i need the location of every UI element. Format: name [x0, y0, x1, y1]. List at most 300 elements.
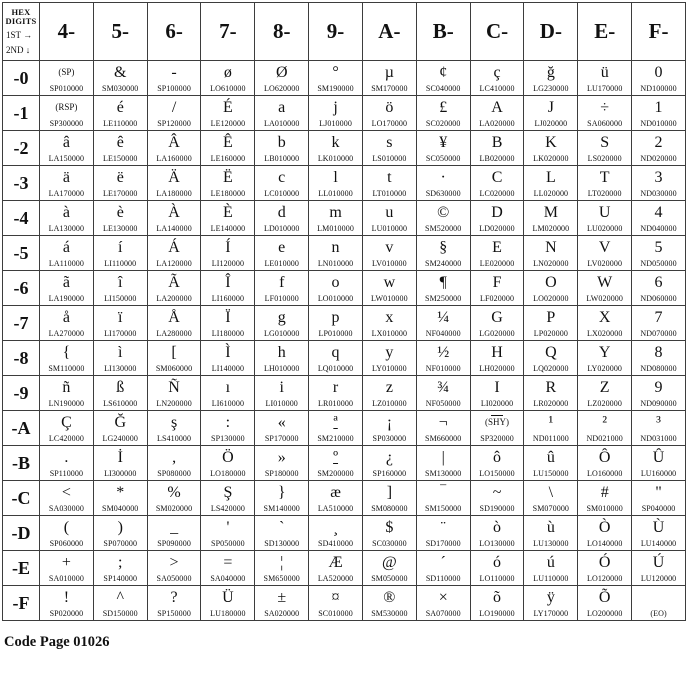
glyph: ¾: [437, 378, 450, 396]
cell-41: [40, 96, 94, 131]
cell-6A: [147, 411, 201, 446]
cell-D9: [524, 376, 578, 411]
char-id: LS020000: [587, 154, 622, 163]
glyph: r: [332, 378, 339, 396]
table-row: [3, 446, 686, 481]
char-id: LI130000: [104, 364, 137, 373]
cell-49: [40, 376, 94, 411]
char-id: SM040000: [102, 504, 139, 513]
cell-AB: [362, 446, 416, 481]
glyph: {: [62, 343, 71, 361]
table-row: [3, 411, 686, 446]
char-id: ND060000: [640, 294, 677, 303]
glyph: ö: [385, 98, 394, 116]
cell-C7: [470, 306, 524, 341]
cell-E4: [578, 201, 632, 236]
cell-C4: [470, 201, 524, 236]
cell-64: [147, 201, 201, 236]
cell-E7: [578, 306, 632, 341]
cell-65: [147, 236, 201, 271]
char-id: LO160000: [586, 469, 623, 478]
char-id: LB020000: [479, 154, 515, 163]
char-id: ND020000: [640, 154, 677, 163]
glyph: S: [600, 133, 610, 151]
cell-CB: [470, 446, 524, 481]
glyph: Q: [545, 343, 557, 361]
row-header-E: -E: [3, 551, 40, 586]
cell-CA: [470, 411, 524, 446]
glyph: z: [385, 378, 393, 396]
glyph: o: [331, 273, 340, 291]
cell-A6: [362, 271, 416, 306]
cell-5A: [93, 411, 147, 446]
cell-DB: [524, 446, 578, 481]
cell-47: [40, 306, 94, 341]
cell-87: [255, 306, 309, 341]
char-id: LU130000: [533, 539, 569, 548]
col-header-6: 6-: [147, 3, 201, 61]
glyph: F: [492, 273, 502, 291]
char-id: LO170000: [371, 119, 408, 128]
cell-8B: [255, 446, 309, 481]
char-id: ND100000: [640, 84, 677, 93]
char-id: LU180000: [210, 609, 246, 618]
glyph: a: [278, 98, 286, 116]
cell-72: [201, 131, 255, 166]
glyph: Z: [599, 378, 610, 396]
char-id: LO140000: [586, 539, 623, 548]
glyph: £: [439, 98, 448, 116]
char-id: SP160000: [372, 469, 407, 478]
glyph: 7: [654, 308, 663, 326]
glyph: &: [114, 63, 127, 81]
cell-C8: [470, 341, 524, 376]
char-id: LG240000: [102, 434, 138, 443]
glyph: X: [598, 308, 611, 326]
char-id: LA200000: [156, 294, 192, 303]
char-id: SM650000: [263, 574, 300, 583]
cell-AE: [362, 551, 416, 586]
glyph: C: [491, 168, 503, 186]
cell-4F: [40, 586, 94, 621]
glyph: í: [118, 238, 123, 256]
char-id: LA010000: [263, 119, 300, 128]
row-header-8: -8: [3, 341, 40, 376]
cell-FE: [632, 551, 686, 586]
char-id: LI110000: [104, 259, 137, 268]
char-id: SP090000: [157, 539, 191, 548]
glyph: h: [277, 343, 286, 361]
char-id: SM080000: [371, 504, 408, 513]
glyph: ß: [116, 378, 125, 396]
cell-45: [40, 236, 94, 271]
cell-70: [201, 61, 255, 96]
cell-55: [93, 236, 147, 271]
char-id: SP040000: [641, 504, 676, 513]
cell-AC: [362, 481, 416, 516]
cell-6F: [147, 586, 201, 621]
glyph: j: [333, 98, 338, 116]
cell-E9: [578, 376, 632, 411]
row-header-D: -D: [3, 516, 40, 551]
glyph: ': [226, 518, 230, 536]
cell-5F: [93, 586, 147, 621]
cell-4D: [40, 516, 94, 551]
cell-66: [147, 271, 201, 306]
glyph: #: [600, 483, 609, 501]
char-id: LG010000: [263, 329, 300, 338]
cell-40: [40, 61, 94, 96]
char-id: LS610000: [103, 399, 138, 408]
glyph: ×: [438, 588, 448, 606]
table-row: [3, 551, 686, 586]
cell-50: [93, 61, 147, 96]
glyph: I: [494, 378, 500, 396]
cell-88: [255, 341, 309, 376]
glyph: x: [385, 308, 394, 326]
glyph: Ğ: [114, 413, 127, 431]
cell-B8: [416, 341, 470, 376]
col-header-B: B-: [416, 3, 470, 61]
cell-60: [147, 61, 201, 96]
glyph: ë: [116, 168, 124, 186]
glyph: /: [171, 98, 177, 116]
cell-FB: [632, 446, 686, 481]
char-id: SP100000: [157, 84, 191, 93]
cell-71: [201, 96, 255, 131]
cell-E2: [578, 131, 632, 166]
char-id: SP030000: [372, 434, 407, 443]
cell-67: [147, 306, 201, 341]
char-id: LO150000: [479, 469, 515, 478]
cell-A2: [362, 131, 416, 166]
cell-5E: [93, 551, 147, 586]
glyph: 0: [654, 63, 663, 81]
cell-A7: [362, 306, 416, 341]
col-header-F: F-: [632, 3, 686, 61]
glyph: |: [441, 448, 445, 466]
cell-84: [255, 201, 309, 236]
cell-BD: [416, 516, 470, 551]
glyph: Á: [168, 238, 180, 256]
glyph: ã: [62, 273, 70, 291]
glyph: Å: [168, 308, 180, 326]
glyph: ´: [440, 553, 446, 571]
glyph: ;: [118, 553, 123, 571]
glyph: ¬: [438, 413, 448, 431]
glyph: Ü: [222, 588, 234, 606]
char-id: SP140000: [103, 574, 138, 583]
glyph: Ë: [223, 168, 233, 186]
glyph: ®: [383, 588, 396, 606]
glyph: g: [277, 308, 286, 326]
cell-43: [40, 166, 94, 201]
char-id: LO620000: [263, 84, 300, 93]
cell-8C: [255, 481, 309, 516]
cell-B0: [416, 61, 470, 96]
cell-73: [201, 166, 255, 201]
cell-8D: [255, 516, 309, 551]
char-id: LU110000: [533, 574, 569, 583]
glyph: ¼: [437, 308, 450, 326]
char-id: SM070000: [532, 504, 570, 513]
glyph: Ò: [598, 518, 611, 536]
cell-76: [201, 271, 255, 306]
char-id: LZ020000: [587, 399, 622, 408]
char-id: LM020000: [532, 224, 570, 233]
cell-C2: [470, 131, 524, 166]
cell-D1: [524, 96, 578, 131]
cell-94: [309, 201, 363, 236]
glyph: û: [546, 448, 555, 466]
cell-B5: [416, 236, 470, 271]
char-id: ND040000: [640, 224, 677, 233]
cell-75: [201, 236, 255, 271]
cell-96: [309, 271, 363, 306]
char-id: SM530000: [371, 609, 408, 618]
glyph: _: [170, 518, 179, 536]
char-id: LN020000: [533, 259, 569, 268]
char-id: LT010000: [372, 189, 407, 198]
cell-DF: [524, 586, 578, 621]
char-id: LW010000: [371, 294, 408, 303]
glyph: p: [331, 308, 340, 326]
first-hex-digit-label: 1ST →: [6, 30, 33, 41]
char-id: LE140000: [210, 224, 246, 233]
cell-99: [309, 376, 363, 411]
glyph: Ì: [225, 343, 231, 361]
cell-57: [93, 306, 147, 341]
char-id: LU020000: [586, 224, 623, 233]
glyph: R: [545, 378, 557, 396]
glyph: Ù: [652, 518, 665, 536]
char-id: LJ020000: [534, 119, 568, 128]
glyph: V: [598, 238, 611, 256]
char-id: SP150000: [157, 609, 191, 618]
corner-cell: [3, 3, 40, 61]
char-id: SA060000: [587, 119, 623, 128]
char-id: SC030000: [372, 539, 407, 548]
char-id: LA020000: [479, 119, 515, 128]
glyph: +: [61, 553, 71, 571]
cell-DE: [524, 551, 578, 586]
glyph: f: [279, 273, 285, 291]
glyph: L: [545, 168, 556, 186]
cell-F2: [632, 131, 686, 166]
cell-E1: [578, 96, 632, 131]
cell-E5: [578, 236, 632, 271]
glyph: ¸: [332, 518, 339, 536]
char-id: ND030000: [640, 189, 677, 198]
cell-D5: [524, 236, 578, 271]
row-header-0: -0: [3, 61, 40, 96]
cell-DA: [524, 411, 578, 446]
char-id: SD130000: [264, 539, 300, 548]
cell-9A: [309, 411, 363, 446]
glyph: 9: [654, 378, 663, 396]
glyph: ï: [118, 308, 123, 326]
char-id: SD630000: [425, 189, 461, 198]
char-id: SA020000: [264, 609, 300, 618]
row-header-5: -5: [3, 236, 40, 271]
char-id: SM190000: [317, 84, 354, 93]
glyph: 2: [654, 133, 663, 151]
cell-D6: [524, 271, 578, 306]
cell-D4: [524, 201, 578, 236]
char-id: LA150000: [48, 154, 85, 163]
char-id: SM110000: [48, 364, 85, 373]
glyph: $: [385, 518, 394, 536]
char-id: SD190000: [479, 504, 515, 513]
glyph: Ó: [598, 553, 611, 571]
char-id: SP080000: [157, 469, 191, 478]
char-id: LB010000: [264, 154, 300, 163]
glyph: À: [168, 203, 180, 221]
cell-7E: [201, 551, 255, 586]
cell-6B: [147, 446, 201, 481]
glyph: -: [171, 63, 177, 81]
cell-DD: [524, 516, 578, 551]
char-id: LK010000: [317, 154, 354, 163]
glyph: Ş: [223, 483, 233, 501]
col-header-E: E-: [578, 3, 632, 61]
cell-51: [93, 96, 147, 131]
glyph: ı: [225, 378, 231, 396]
cell-EB: [578, 446, 632, 481]
glyph: i: [279, 378, 284, 396]
char-id: SD150000: [102, 609, 138, 618]
glyph: Õ: [598, 588, 611, 606]
glyph: @: [382, 553, 397, 571]
cell-8A: [255, 411, 309, 446]
char-id: LA280000: [156, 329, 192, 338]
char-id: SP010000: [49, 84, 84, 93]
cell-D0: [524, 61, 578, 96]
cell-4E: [40, 551, 94, 586]
cell-E6: [578, 271, 632, 306]
cell-7B: [201, 446, 255, 481]
char-id: SA050000: [156, 574, 192, 583]
cell-92: [309, 131, 363, 166]
cell-80: [255, 61, 309, 96]
glyph: °: [332, 63, 339, 81]
cell-46: [40, 271, 94, 306]
glyph: ¢: [439, 63, 448, 81]
glyph: u: [385, 203, 394, 221]
char-id: ND070000: [640, 329, 677, 338]
glyph: ü: [600, 63, 609, 81]
glyph: ²: [602, 413, 608, 431]
cell-CD: [470, 516, 524, 551]
char-id: LF020000: [479, 294, 515, 303]
glyph: A: [491, 98, 503, 116]
glyph: !: [63, 588, 70, 606]
cell-EE: [578, 551, 632, 586]
char-id: LE180000: [210, 189, 246, 198]
char-id: LI610000: [211, 399, 245, 408]
glyph: ": [655, 483, 662, 501]
page-caption: Code Page 01026: [4, 634, 110, 650]
char-id: SA010000: [48, 574, 84, 583]
glyph: ¹: [548, 413, 554, 431]
cell-AF: [362, 586, 416, 621]
char-id: ND021000: [586, 434, 623, 443]
glyph: l: [333, 168, 338, 186]
col-header-7: 7-: [201, 3, 255, 61]
char-id: LI140000: [211, 364, 245, 373]
glyph: ä: [62, 168, 70, 186]
cell-8F: [255, 586, 309, 621]
cell-BF: [416, 586, 470, 621]
char-id: ND080000: [640, 364, 677, 373]
glyph: à: [62, 203, 70, 221]
char-id: SM250000: [425, 294, 462, 303]
char-id: LW020000: [586, 294, 624, 303]
char-id: NF050000: [425, 399, 461, 408]
cell-EF: [578, 586, 632, 621]
char-id: LX010000: [371, 329, 408, 338]
cell-A1: [362, 96, 416, 131]
char-id: LQ020000: [533, 364, 569, 373]
glyph: î: [118, 273, 123, 291]
char-id: LV010000: [372, 259, 407, 268]
cell-DC: [524, 481, 578, 516]
table-row: [3, 96, 686, 131]
char-id: SP180000: [264, 469, 299, 478]
cell-8E: [255, 551, 309, 586]
table-row: [3, 341, 686, 376]
cell-48: [40, 341, 94, 376]
cell-42: [40, 131, 94, 166]
char-id: LA270000: [48, 329, 85, 338]
char-id: LU160000: [640, 469, 677, 478]
char-id: LC410000: [479, 84, 515, 93]
row-header-2: -2: [3, 131, 40, 166]
row-header-C: -C: [3, 481, 40, 516]
cell-D8: [524, 341, 578, 376]
char-id: LE010000: [264, 259, 300, 268]
cell-A9: [362, 376, 416, 411]
glyph: n: [331, 238, 340, 256]
glyph: ^: [116, 588, 124, 606]
char-id: LA190000: [48, 294, 85, 303]
glyph: µ: [384, 63, 394, 81]
glyph: Ö: [222, 448, 234, 466]
cell-C6: [470, 271, 524, 306]
cell-5D: [93, 516, 147, 551]
cell-C0: [470, 61, 524, 96]
char-id: LU120000: [640, 574, 677, 583]
glyph: 5: [654, 238, 663, 256]
glyph: ÷: [600, 98, 610, 116]
char-id: SP020000: [49, 609, 84, 618]
glyph: :: [225, 413, 231, 431]
cell-C3: [470, 166, 524, 201]
char-id: LN190000: [48, 399, 85, 408]
glyph: B: [491, 133, 503, 151]
char-id: LI010000: [265, 399, 298, 408]
col-header-D: D-: [524, 3, 578, 61]
char-id: SM030000: [102, 84, 139, 93]
glyph: J: [547, 98, 554, 116]
cell-6C: [147, 481, 201, 516]
glyph: ò: [493, 518, 502, 536]
glyph: Â: [168, 133, 180, 151]
glyph: y: [385, 343, 394, 361]
cell-B4: [416, 201, 470, 236]
cell-E8: [578, 341, 632, 376]
glyph: P: [546, 308, 556, 326]
